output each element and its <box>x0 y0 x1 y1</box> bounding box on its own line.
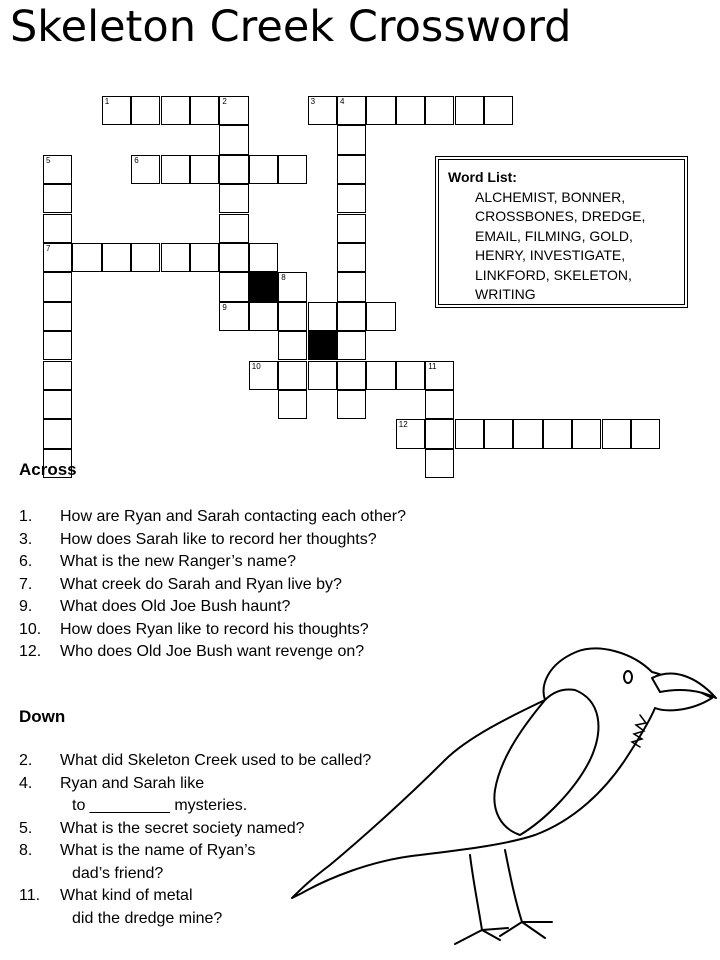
word-list-words: ALCHEMIST, BONNER, CROSSBONES, DREDGE, EMAIL, FILMING, GOLD, HENRY, INVESTIGATE, LINKFORD, SKELETON, WRITING <box>475 188 646 302</box>
clue-number: 3 <box>310 97 316 106</box>
page-title: Skeleton Creek Crossword <box>10 2 572 52</box>
down-heading: Down <box>19 707 66 726</box>
clue-number: 9 <box>222 302 227 312</box>
clue-number: 7 <box>46 244 51 253</box>
crossword-page: Skeleton Creek Crossword 1 2 3 4 5 7 6 8 9 10 11 12 Word List: ALCHEMIST, BONNER, CROSSBONES, DREDGE, EMAIL, FILMING, GOLD, HENRY, INVESTIGATE, LINKFORD, SKELETON, WRITING Across 1. How are Ryan and Sarah contacting each other? 3. How does Sarah like to record her thoughts? 6. What is the new Ranger’s name? 7. What creek do Sarah and Ryan live by? 9. What does Old Joe Bush haunt? 10. How does Ryan like to record his thoughts? 12. Who does Old Joe Bush want revenge on? Down 2. What did Skeleton Creek used to be called? 4. Ryan and Sarah like to _________ mysteries. 5. What is the secret society named? 8. What is the name of Ryan’s dad’s friend? 11. What kind of metal did the dredge mine? <box>0 0 720 960</box>
clue-number: 4 <box>340 97 345 106</box>
raven-eye <box>624 671 632 683</box>
raven-wing <box>494 690 598 835</box>
raven-leg-right <box>500 850 552 938</box>
clue-number: 8 <box>281 273 286 283</box>
clue-number: 2 <box>222 97 227 106</box>
raven-leg-left <box>455 855 508 944</box>
clue-number: 5 <box>46 155 51 165</box>
clue-number: 6 <box>134 155 139 165</box>
clue-number: 1 <box>104 97 110 106</box>
clue-number: 10 <box>251 361 261 371</box>
clue-number: 11 <box>428 361 437 371</box>
clue-number: 12 <box>398 420 408 430</box>
word-list-heading: Word List: <box>448 169 517 185</box>
across-heading: Across <box>19 460 77 479</box>
